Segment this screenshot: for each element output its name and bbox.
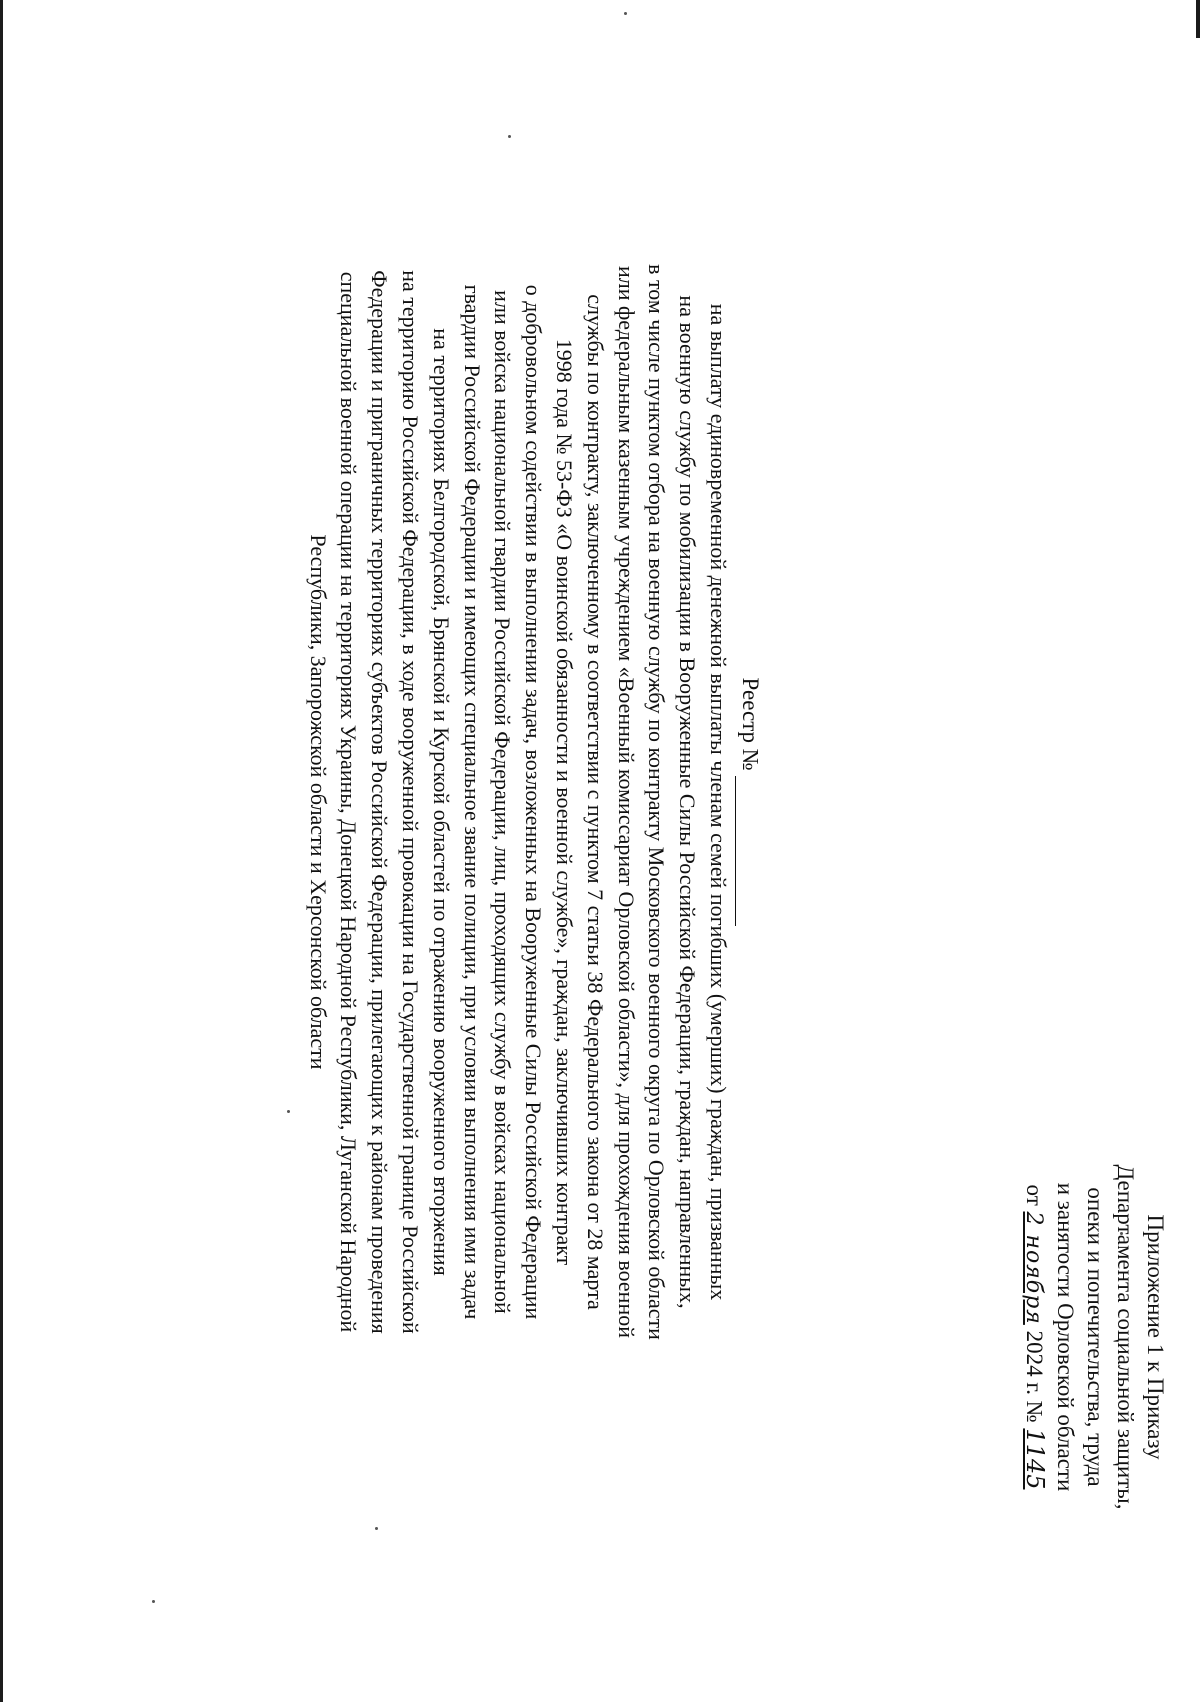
description-line: Республики, Запорожской области и Херсонской области bbox=[305, 534, 331, 1070]
approval-stamp-block bbox=[1018, 1067, 1170, 1607]
description-line: 1998 года № 53-ФЗ «О воинской обязанности и военной службе», граждан, заключивших контракт bbox=[552, 338, 578, 1266]
approval-year-text: 2024 г. № bbox=[1022, 1330, 1047, 1423]
description-line: специальной военной операции на территориях Украины, Донецкой Народной Республики, Луганской Народной bbox=[336, 271, 362, 1333]
description-line: на территорию Российской Федерации, в ходе вооруженной провокации на Государственной границе Российской bbox=[398, 270, 424, 1334]
description-line: на выплату единовременной денежной выплаты членам семей погибших (умерших) граждан, призванных bbox=[706, 303, 731, 1301]
scan-speck bbox=[624, 12, 627, 15]
handwritten-date: 2 ноября bbox=[1021, 1211, 1046, 1325]
registry-title-label: Реестр № bbox=[738, 677, 763, 771]
registry-number-blank bbox=[735, 776, 758, 926]
scan-corner-mark bbox=[1196, 0, 1200, 38]
description-line: в том числе пунктом отбора на военную службу по контракту Московского военного округа по Орловской области bbox=[644, 264, 670, 1340]
handwritten-order-number: 1145 bbox=[1021, 1428, 1049, 1490]
approval-date-prefix: от bbox=[1022, 1184, 1047, 1206]
description-line: или федеральным казенным учреждением «Военный комиссариат Орловской области», для прохождения военной bbox=[613, 265, 639, 1339]
rotated-document-page bbox=[270, 37, 1170, 1597]
approval-line-4: и занятости Орловской области bbox=[1053, 1182, 1078, 1492]
description-line: службы по контракту, заключенному в соответствии с пунктом 7 статьи 38 Федерального закона от 28 марта bbox=[582, 294, 608, 1310]
scan-speck bbox=[152, 1600, 155, 1603]
scan-left-edge bbox=[0, 0, 3, 1702]
description-line: на военную службу по мобилизации в Вооруженные Силы Российской Федерации, граждан, направленных, bbox=[675, 295, 701, 1309]
approval-date-line bbox=[1018, 1067, 1050, 1607]
description-line: Федерации и приграничных территориях субъектов Российской Федерации, прилегающих к районам проведения bbox=[367, 270, 393, 1334]
registry-title bbox=[735, 37, 765, 1567]
approval-line-2: Департамента социальной защиты, bbox=[1113, 1164, 1138, 1510]
approval-line-3: опеки и попечительства, труда bbox=[1083, 1187, 1108, 1487]
description-line: или войска национальной гвардии Российской Федерации, лиц, проходящих службу в войсках национальной bbox=[490, 290, 516, 1314]
registry-description bbox=[302, 37, 733, 1567]
approval-line-1: Приложение 1 к Приказу bbox=[1143, 1214, 1168, 1460]
description-line: гвардии Российской Федерации и имеющих специальное звание полиции, при условии выполнения ими задач bbox=[459, 284, 485, 1320]
description-line: на территориях Белгородской, Брянской и Курской областей по отражению вооруженного вторжения bbox=[428, 328, 454, 1276]
description-line: о добровольном содействии в выполнении задач, возложенных на Вооруженные Силы Российской Федерации bbox=[521, 284, 547, 1320]
